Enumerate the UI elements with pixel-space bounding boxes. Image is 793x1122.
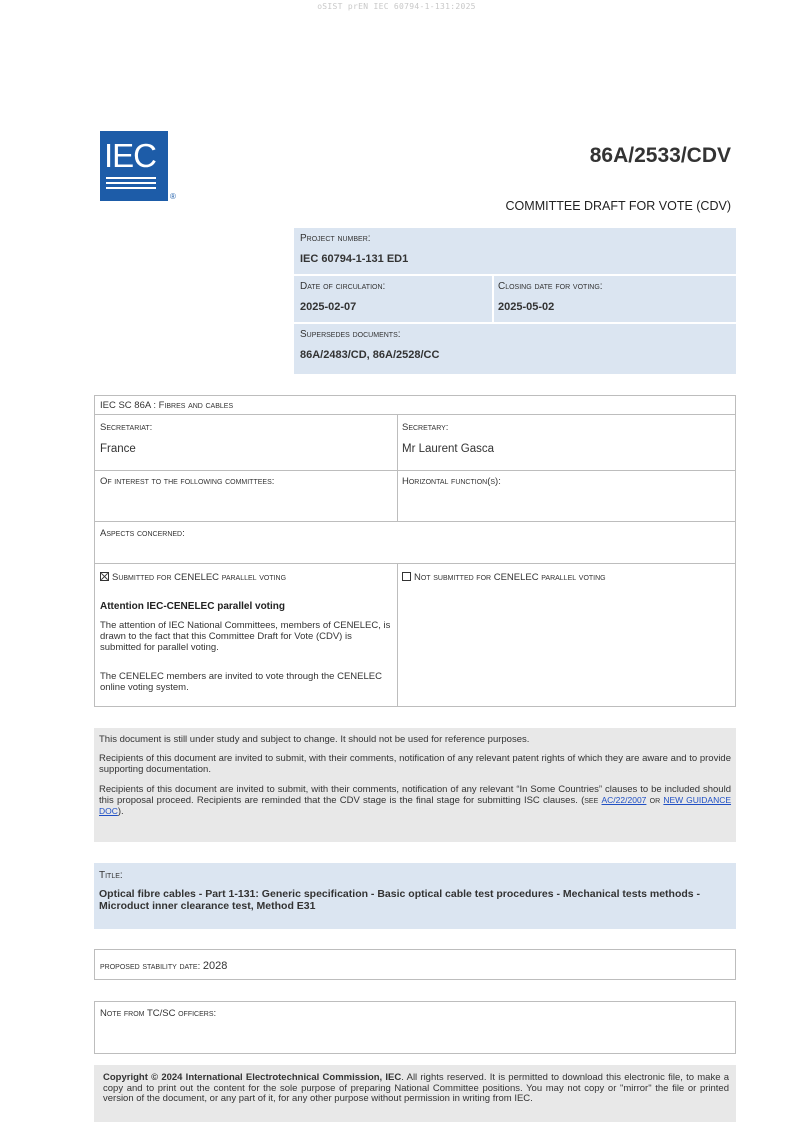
attention-paragraph-1: The attention of IEC National Committees, members of CENELEC, is drawn to the fact that this Committee Draft for Vote (CDV) is submitted for parallel voting. [100, 620, 391, 653]
supersedes-value: 86A/2483/CD, 86A/2528/CC [300, 349, 440, 361]
closing-date-cell [494, 276, 736, 322]
submitted-pre: Submitted for [112, 572, 172, 583]
notice-see-post: ). [117, 806, 124, 817]
title-label: Title: [99, 870, 123, 881]
sc-line [100, 400, 233, 411]
sc-name: Fibres and cables [158, 400, 234, 411]
title-box [94, 863, 736, 929]
new-guidance-link[interactable]: NEW GUIDANCE DOC [99, 795, 732, 816]
not-submitted-option[interactable] [402, 572, 606, 583]
document-number: 86A/2533/CDV [589, 144, 731, 167]
logo-text: IEC [104, 137, 157, 174]
committee-table [94, 395, 736, 707]
submitted-option[interactable] [100, 572, 286, 583]
ac-22-2007-link[interactable]: AC/22/2007 [601, 795, 647, 805]
not-submitted-cenelec: CENELEC [493, 572, 539, 583]
not-submitted-pre: Not submitted for [414, 572, 492, 583]
iec-logo [100, 131, 168, 201]
document-type: COMMITTEE DRAFT FOR VOTE (CDV) [505, 199, 731, 213]
attention-paragraph-2: The CENELEC members are invited to vote through the CENELEC online voting system. [100, 671, 382, 693]
circulation-date-cell [294, 276, 492, 322]
submitted-post: parallel voting [221, 572, 287, 583]
closing-date-label: Closing date for voting: [498, 281, 603, 292]
submitted-checkbox[interactable] [100, 572, 109, 581]
copyright-text [103, 1073, 729, 1105]
supersedes-cell [294, 324, 736, 374]
horizontal-label: Horizontal function(s): [402, 476, 501, 487]
not-submitted-checkbox[interactable] [402, 572, 411, 581]
copyright-rest: . All rights reserved. It is permitted to download this electronic file, to make a copy and to print out the content for the sole purpose of preparing National Committee positions. You may not copy or "mirror" the file or printed version of the document, or any part of it, for any other purpose without permission in writing from IEC. [103, 1072, 729, 1104]
notice-box [94, 728, 736, 842]
project-number-cell [294, 228, 736, 274]
notice-paragraph-3 [99, 784, 731, 817]
aspects-label: Aspects concerned: [100, 528, 185, 539]
copyright-bold: Copyright © 2024 International Electrotechnical Commission, IEC [103, 1072, 402, 1083]
interest-label: Of interest to the following committees: [100, 476, 275, 487]
notice-paragraph-2: Recipients of this document are invited to submit, with their comments, notification of any relevant patent rights of which they are aware and to provide supporting documentation. [99, 753, 731, 775]
note-box [94, 1001, 736, 1054]
submitted-cenelec: CENELEC [174, 572, 220, 583]
note-pre: Note from [100, 1008, 145, 1019]
notice-paragraph-1: This document is still under study and subject to change. It should not be used for reference purposes. [99, 734, 530, 745]
copyright-box [94, 1065, 736, 1122]
not-submitted-post: parallel voting [541, 572, 606, 583]
secretariat-label: Secretariat: [100, 422, 153, 433]
stability-line [100, 960, 227, 972]
watermark: oSIST prEN IEC 60794-1-131:2025 [317, 2, 476, 11]
secretary-value: Mr Laurent Gasca [402, 443, 495, 455]
project-number-label: Project number: [300, 233, 371, 244]
notice-or: or [649, 795, 661, 806]
sc-prefix: IEC SC 86A : [100, 400, 156, 411]
stability-value: 2028 [202, 960, 228, 972]
note-mid: TC/SC [146, 1008, 176, 1019]
circulation-date-label: Date of circulation: [300, 281, 386, 292]
document-title: Optical fibre cables - Part 1-131: Generic specification - Basic optical cable test procedures - Mechanical tests methods - Microduct inner clearance test, Method E31 [99, 888, 701, 912]
stability-label: proposed stability date: [100, 961, 201, 972]
attention-title: Attention IEC-CENELEC parallel voting [100, 601, 286, 612]
supersedes-label: Supersedes documents: [300, 329, 401, 340]
stability-box [94, 949, 736, 980]
secretary-label: Secretary: [402, 422, 449, 433]
secretariat-value: France [100, 443, 136, 455]
notice-see: (see [581, 795, 599, 806]
note-post: officers: [178, 1008, 217, 1019]
circulation-date: 2025-02-07 [300, 301, 357, 313]
note-label [100, 1008, 216, 1019]
closing-date: 2025-05-02 [498, 301, 555, 313]
registered-mark: ® [170, 192, 176, 201]
notice-p3-text: Recipients of this document are invited to submit, with their comments, notification of any relevant “In Some Countries” clauses to be included should this proposal proceed. Recipients are reminded that the CDV stage is the final stage for submitting ISC clauses. [99, 784, 731, 806]
project-number: IEC 60794-1-131 ED1 [300, 253, 409, 265]
